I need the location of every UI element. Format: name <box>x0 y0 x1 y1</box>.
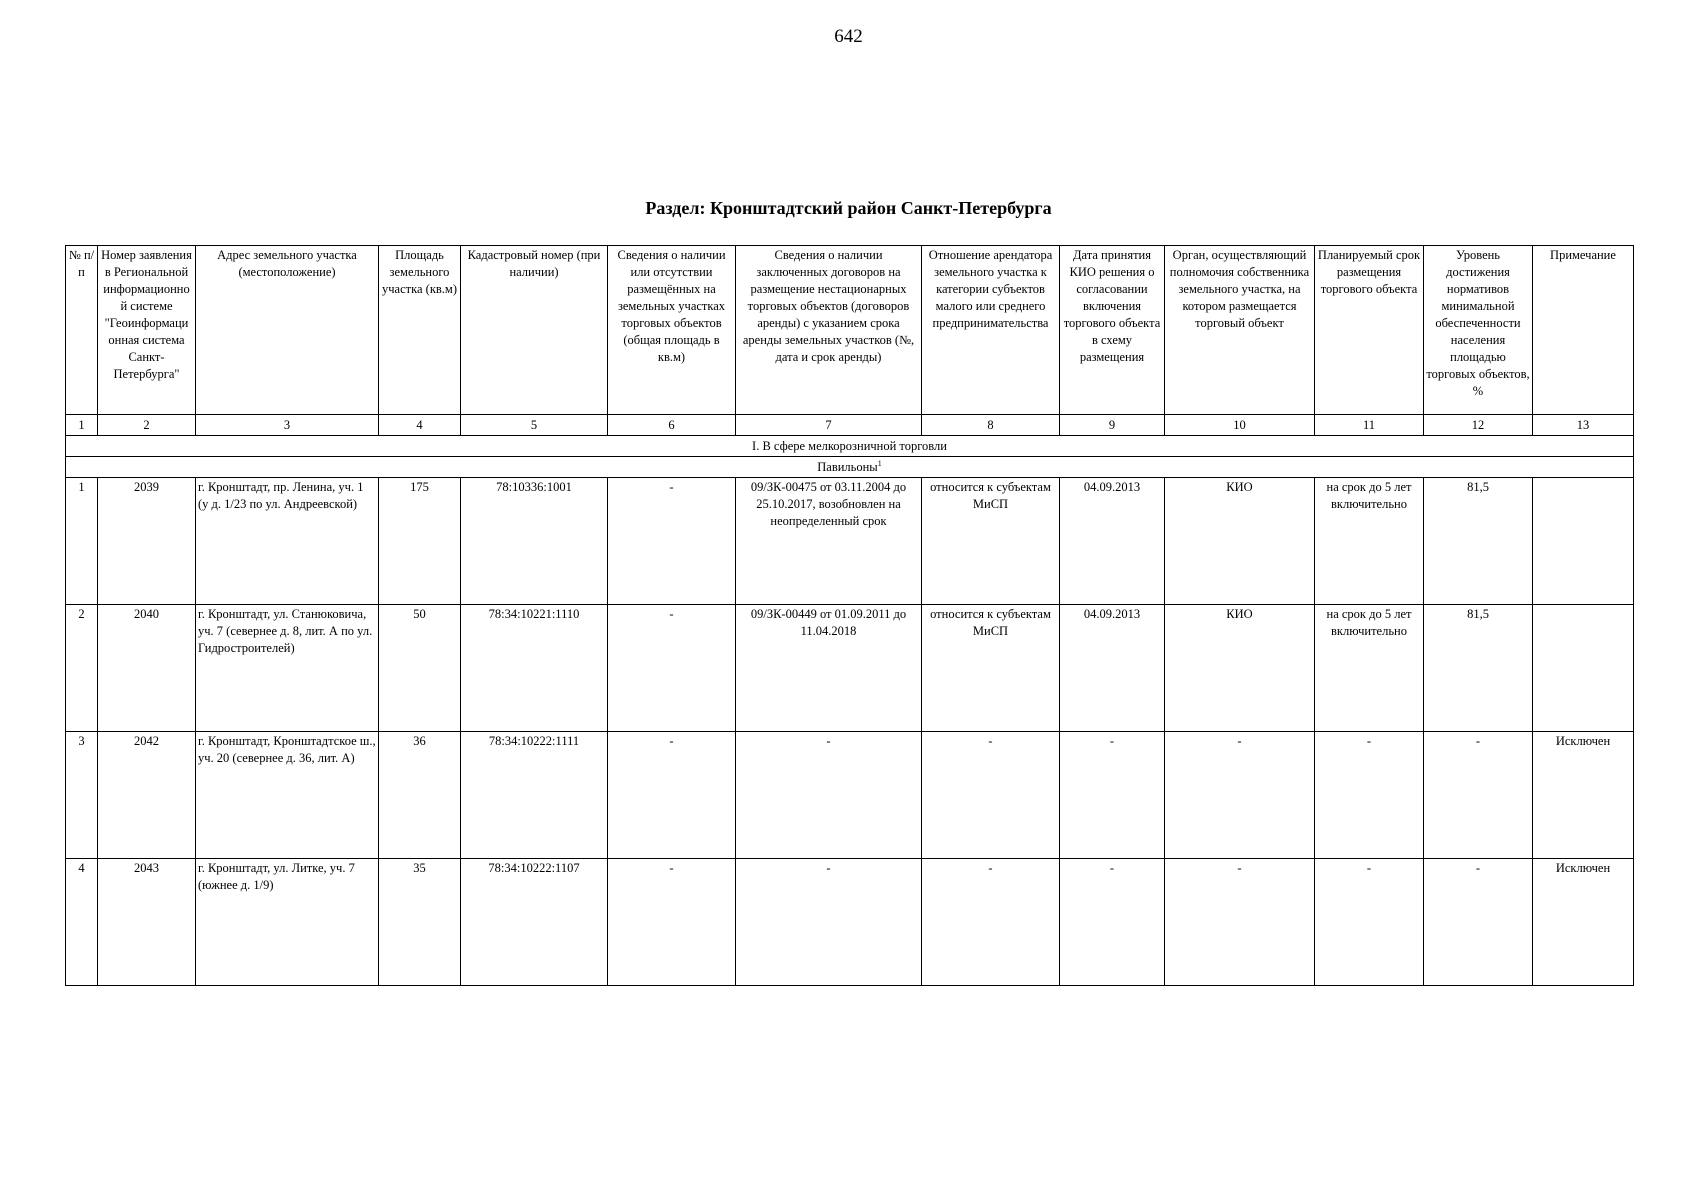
column-number: 13 <box>1533 415 1634 436</box>
existing-objects: - <box>608 605 736 732</box>
column-header: Номер заявления в Региональной информационно й системе "Геоинформаци онная система Санкт-Петербурга" <box>98 246 196 415</box>
provision-level: - <box>1424 859 1533 986</box>
land-address: г. Кронштадт, ул. Литке, уч. 7 (южнее д. 1/9) <box>196 859 379 986</box>
placement-term: - <box>1315 732 1424 859</box>
lease-contracts: 09/ЗК-00475 от 03.11.2004 до 25.10.2017, возобновлен на неопределенный срок <box>736 478 922 605</box>
column-header: № п/п <box>66 246 98 415</box>
provision-level: - <box>1424 732 1533 859</box>
column-number: 8 <box>922 415 1060 436</box>
existing-objects: - <box>608 732 736 859</box>
footnote-marker: 1 <box>877 458 882 468</box>
note <box>1533 605 1634 732</box>
table-row <box>66 478 1634 605</box>
column-header: Кадастровый номер (при наличии) <box>461 246 608 415</box>
cadastral-number: 78:34:10221:1110 <box>461 605 608 732</box>
note <box>1533 478 1634 605</box>
placement-term: - <box>1315 859 1424 986</box>
page-number: 642 <box>834 26 863 47</box>
lease-contracts: - <box>736 732 922 859</box>
placement-term: на срок до 5 лет включительно <box>1315 478 1424 605</box>
row-number: 3 <box>66 732 98 859</box>
application-number: 2043 <box>98 859 196 986</box>
application-number: 2042 <box>98 732 196 859</box>
smb-status: относится к субъектам МиСП <box>922 478 1060 605</box>
existing-objects: - <box>608 478 736 605</box>
column-number: 6 <box>608 415 736 436</box>
row-number: 1 <box>66 478 98 605</box>
column-header: Орган, осуществляющий полномочия собственника земельного участка, на котором размещается торговый объект <box>1165 246 1315 415</box>
owner-authority: КИО <box>1165 605 1315 732</box>
column-number: 10 <box>1165 415 1315 436</box>
column-number: 9 <box>1060 415 1165 436</box>
land-area: 50 <box>379 605 461 732</box>
approval-date: 04.09.2013 <box>1060 605 1165 732</box>
subsection-band <box>66 457 1634 478</box>
smb-status: относится к субъектам МиСП <box>922 605 1060 732</box>
application-number: 2039 <box>98 478 196 605</box>
cadastral-number: 78:10336:1001 <box>461 478 608 605</box>
lease-contracts: - <box>736 859 922 986</box>
column-header: Примечание <box>1533 246 1634 415</box>
approval-date: - <box>1060 732 1165 859</box>
smb-status: - <box>922 859 1060 986</box>
land-address: г. Кронштадт, Кронштадтское ш., уч. 20 (севернее д. 36, лит. А) <box>196 732 379 859</box>
column-header: Сведения о наличии или отсутствии размещённых на земельных участках торговых объектов (общая площадь в кв.м) <box>608 246 736 415</box>
cadastral-number: 78:34:10222:1107 <box>461 859 608 986</box>
table-row <box>66 859 1634 986</box>
lease-contracts: 09/ЗК-00449 от 01.09.2011 до 11.04.2018 <box>736 605 922 732</box>
land-address: г. Кронштадт, ул. Станюковича, уч. 7 (севернее д. 8, лит. А по ул. Гидростроителей) <box>196 605 379 732</box>
subsection-label: Павильоны <box>817 459 878 474</box>
land-area: 35 <box>379 859 461 986</box>
section-title: Раздел: Кронштадтский район Санкт-Петербурга <box>645 198 1052 218</box>
section-band: I. В сфере мелкорозничной торговли <box>66 436 1634 457</box>
placement-term: на срок до 5 лет включительно <box>1315 605 1424 732</box>
column-number-row <box>66 415 1634 436</box>
table-row <box>66 732 1634 859</box>
approval-date: - <box>1060 859 1165 986</box>
subsection-band-row <box>66 457 1634 478</box>
column-header: Площадь земельного участка (кв.м) <box>379 246 461 415</box>
column-number: 1 <box>66 415 98 436</box>
provision-level: 81,5 <box>1424 605 1533 732</box>
table-row <box>66 605 1634 732</box>
registry-table <box>65 245 1634 986</box>
column-header: Планируемый срок размещения торгового объекта <box>1315 246 1424 415</box>
cadastral-number: 78:34:10222:1111 <box>461 732 608 859</box>
note: Исключен <box>1533 732 1634 859</box>
row-number: 4 <box>66 859 98 986</box>
column-number: 7 <box>736 415 922 436</box>
smb-status: - <box>922 732 1060 859</box>
column-number: 12 <box>1424 415 1533 436</box>
column-header: Дата принятия КИО решения о согласовании включения торгового объекта в схему размещения <box>1060 246 1165 415</box>
provision-level: 81,5 <box>1424 478 1533 605</box>
column-header: Отношение арендатора земельного участка к категории субъектов малого или среднего предпринимательства <box>922 246 1060 415</box>
column-number: 2 <box>98 415 196 436</box>
land-area: 175 <box>379 478 461 605</box>
column-number: 11 <box>1315 415 1424 436</box>
column-number: 3 <box>196 415 379 436</box>
owner-authority: - <box>1165 732 1315 859</box>
land-address: г. Кронштадт, пр. Ленина, уч. 1 (у д. 1/23 по ул. Андреевской) <box>196 478 379 605</box>
approval-date: 04.09.2013 <box>1060 478 1165 605</box>
existing-objects: - <box>608 859 736 986</box>
owner-authority: КИО <box>1165 478 1315 605</box>
section-band-row <box>66 436 1634 457</box>
note: Исключен <box>1533 859 1634 986</box>
land-area: 36 <box>379 732 461 859</box>
column-header: Сведения о наличии заключенных договоров на размещение нестационарных торговых объектов (договоров аренды) с указанием срока аренды земельных участков (№, дата и срок аренды) <box>736 246 922 415</box>
header-row <box>66 246 1634 415</box>
column-header: Адрес земельного участка (местоположение) <box>196 246 379 415</box>
column-header: Уровень достижения нормативов минимальной обеспеченности населения площадью торговых объектов, % <box>1424 246 1533 415</box>
column-number: 5 <box>461 415 608 436</box>
row-number: 2 <box>66 605 98 732</box>
column-number: 4 <box>379 415 461 436</box>
owner-authority: - <box>1165 859 1315 986</box>
application-number: 2040 <box>98 605 196 732</box>
